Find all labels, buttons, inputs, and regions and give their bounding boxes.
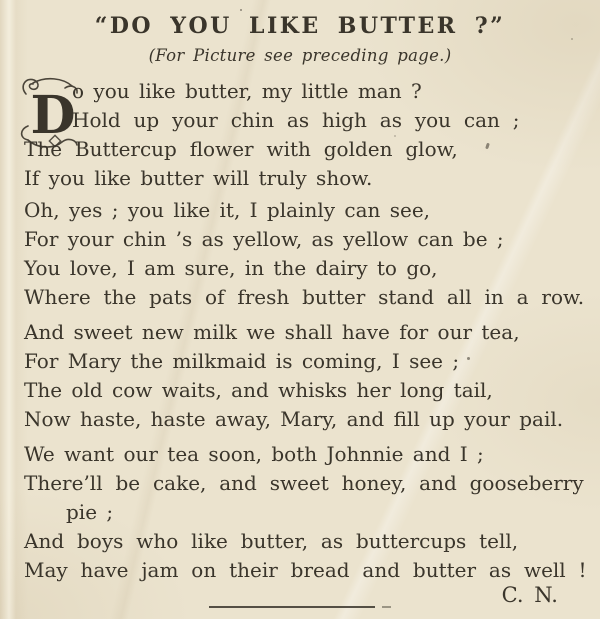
- poem-line: The Buttercup flower with golden glow,: [24, 137, 458, 161]
- poem-line: pie ;: [66, 500, 114, 524]
- poem-line: Hold up your chin as high as you can ;: [72, 108, 520, 132]
- paper-speck: [571, 38, 573, 40]
- end-rule-dash: [382, 606, 391, 608]
- poem-line: You love, I am sure, in the dairy to go,: [24, 256, 438, 280]
- poem-line: Now haste, haste away, Mary, and fill up your pail.: [24, 407, 564, 431]
- poem-line: We want our tea soon, both Johnnie and I ;: [24, 442, 484, 466]
- drop-cap-ornament: [24, 77, 76, 146]
- poem-line: If you like butter will truly show.: [24, 166, 373, 190]
- svg-text:D: D: [30, 85, 76, 146]
- poem-line: For Mary the milkmaid is coming, I see ;: [24, 349, 460, 373]
- author-initials: C. N.: [501, 583, 558, 607]
- poem-line: May have jam on their bread and butter as well !: [24, 558, 587, 582]
- poem-title: “DO YOU LIKE BUTTER ?”: [94, 13, 506, 39]
- poem-line: There’ll be cake, and sweet honey, and gooseberry: [24, 471, 584, 495]
- poem-line: For your chin ’s as yellow, as yellow can be ;: [24, 227, 504, 251]
- paper-speck: [394, 135, 396, 137]
- stanza-4: [24, 440, 586, 585]
- stanza-1: [24, 77, 586, 193]
- paper-speck: [240, 9, 242, 11]
- poem-line: The old cow waits, and whisks her long tail,: [24, 378, 493, 402]
- poem-line: And sweet new milk we shall have for our tea,: [24, 320, 520, 344]
- poem-subtitle: (For Picture see preceding page.): [148, 46, 452, 65]
- poem-line: o you like butter, my little man ?: [72, 79, 422, 103]
- stanza-3: [24, 318, 586, 434]
- poem-line: Oh, yes ; you like it, I plainly can see,: [24, 198, 431, 222]
- poem-body: [24, 77, 586, 585]
- poem-line: Where the pats of fresh butter stand all in a row.: [24, 285, 585, 309]
- paper-speck: [467, 357, 470, 360]
- stanza-2: [24, 196, 586, 312]
- end-rule-row: [0, 606, 600, 608]
- end-rule: [209, 606, 375, 608]
- ornamental-letter-d-icon: [16, 74, 94, 150]
- poem-line: And boys who like butter, as buttercups tell,: [24, 529, 519, 553]
